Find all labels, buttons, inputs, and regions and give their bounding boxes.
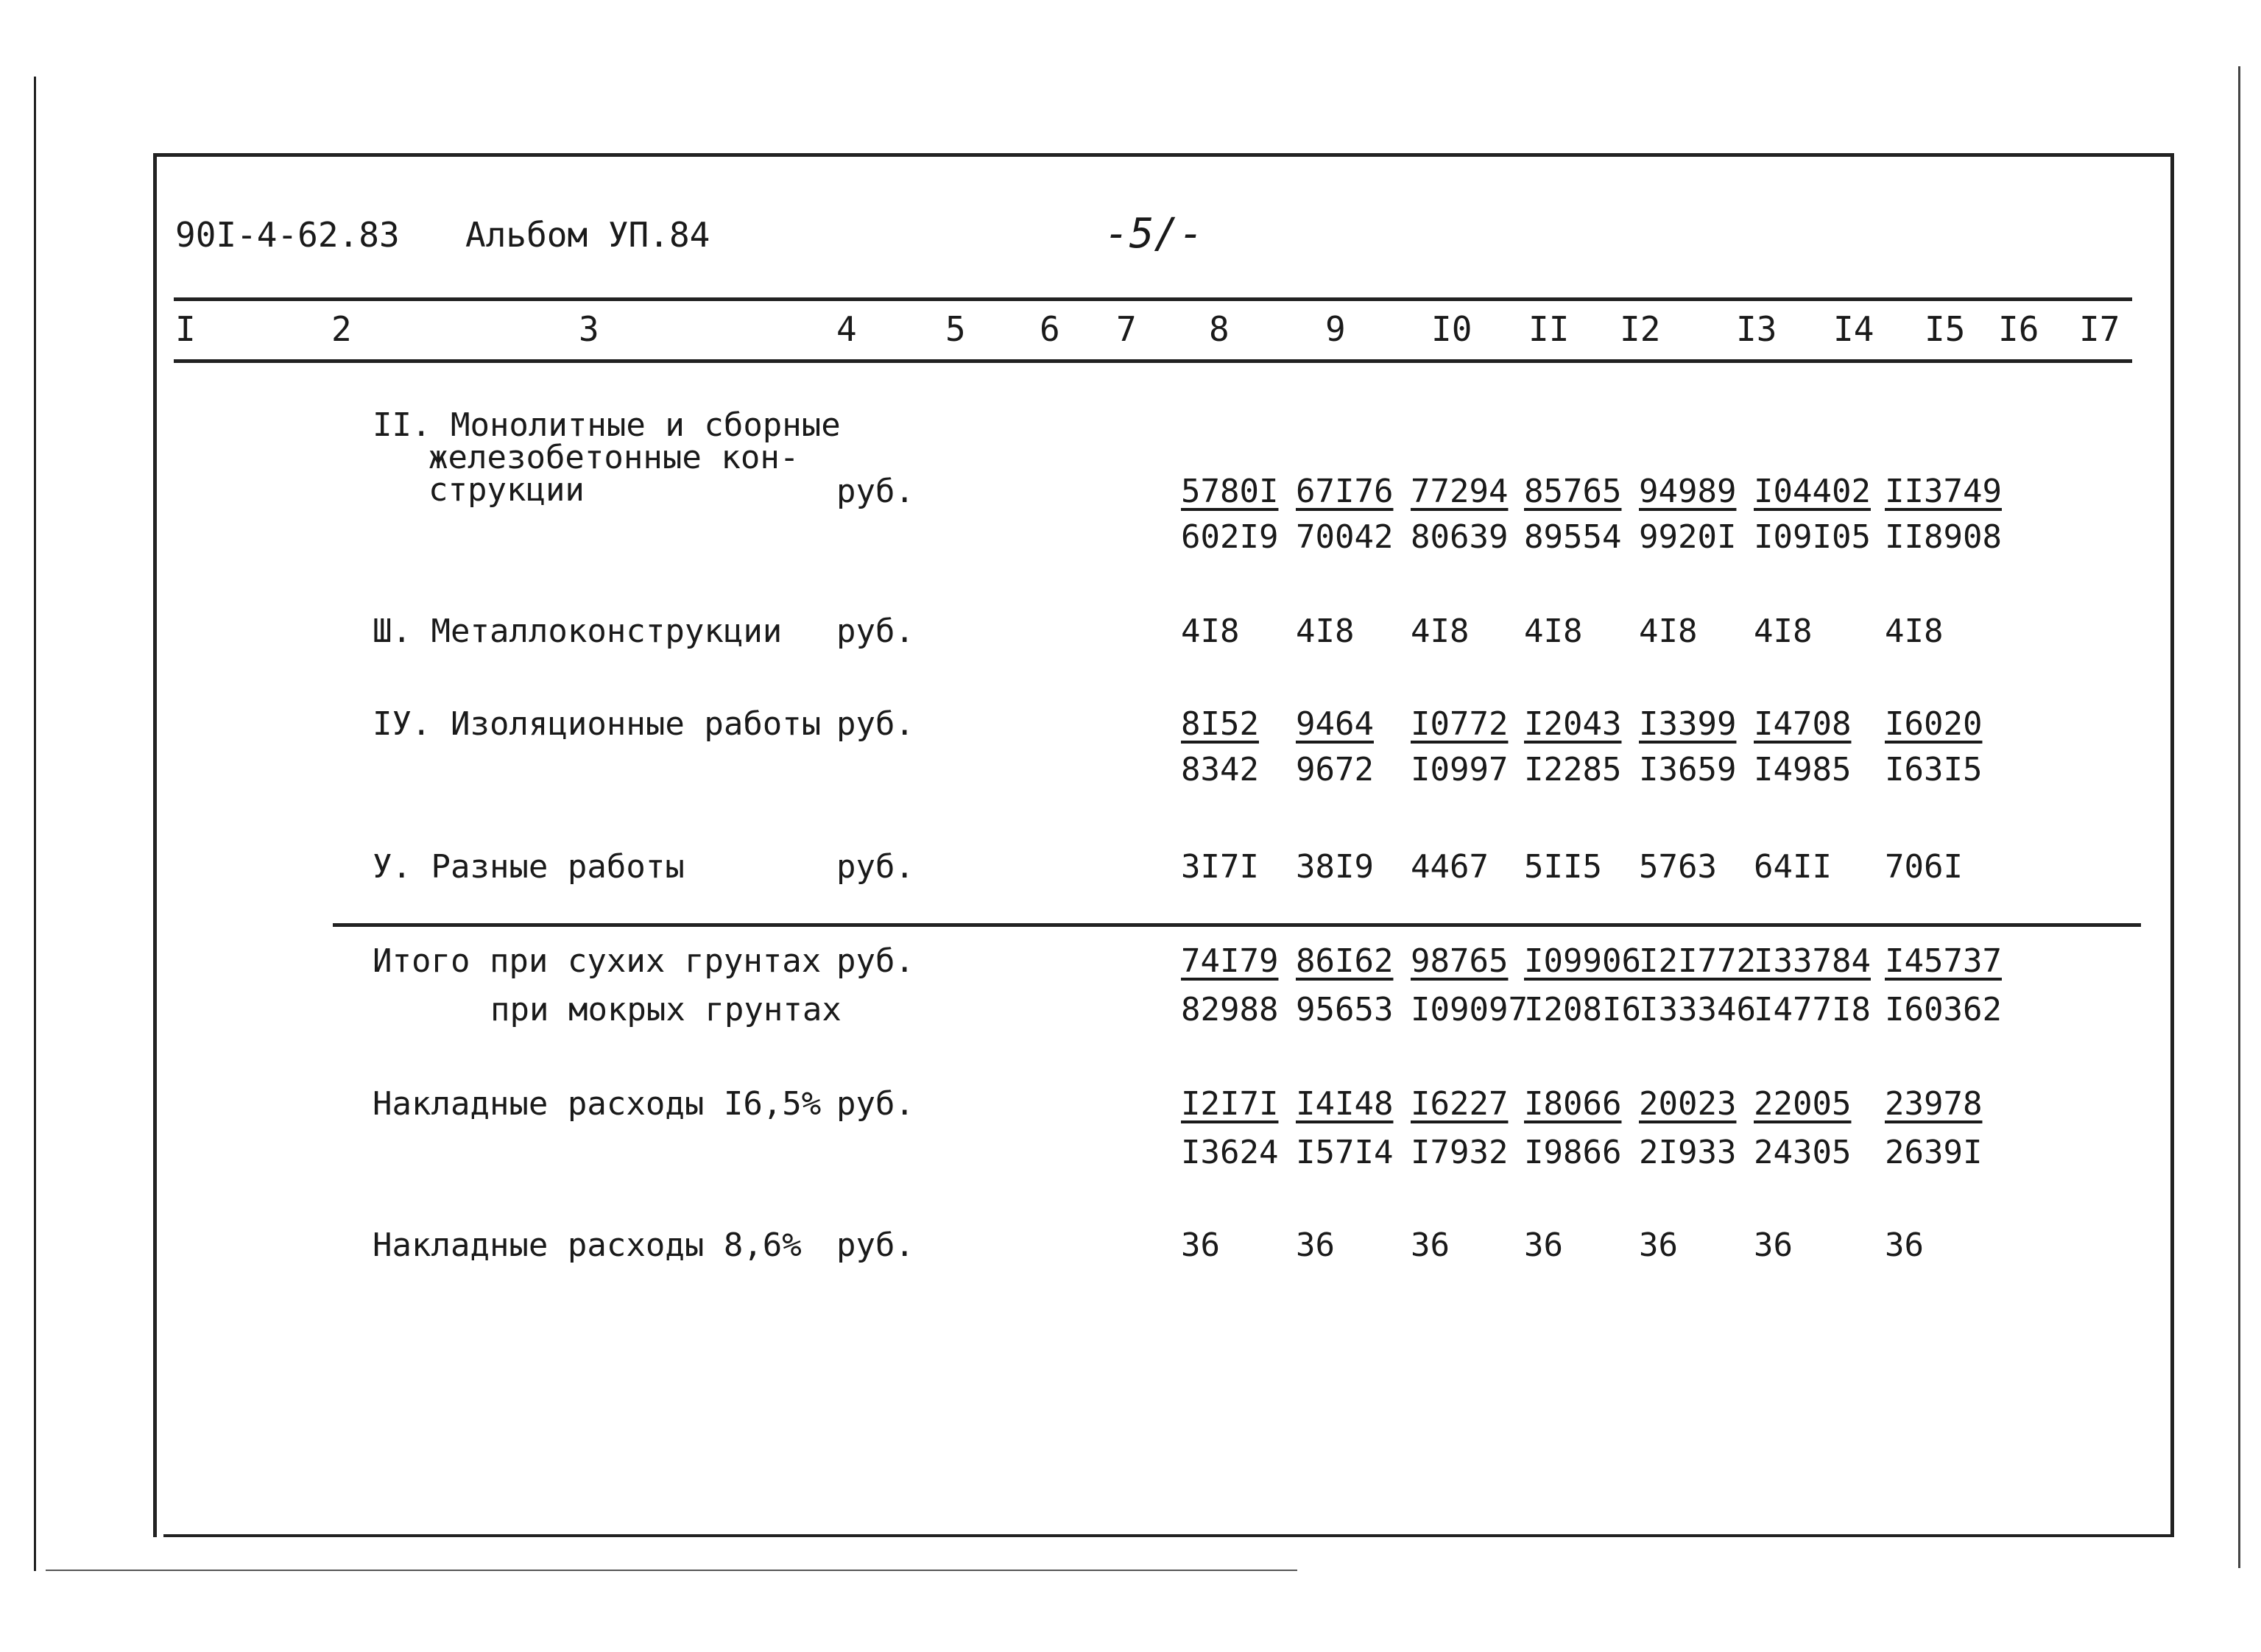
unit-label: руб. <box>836 473 914 510</box>
value-cell: I2I772 <box>1639 942 1756 980</box>
value-cell: I2043 <box>1524 705 1622 743</box>
frame-top <box>153 153 2173 157</box>
value-cell: 9464 <box>1296 705 1374 743</box>
row-label: струкции <box>428 471 585 509</box>
value-cell: 4I8 <box>1411 613 1470 650</box>
value-cell: 8342 <box>1181 751 1259 788</box>
doc-code: 90I-4-62.83 <box>175 215 400 255</box>
colnum-top-rule <box>174 297 2132 301</box>
column-number: 9 <box>1325 309 1346 349</box>
row-label: Накладные расходы 8,6% <box>373 1226 802 1264</box>
value-cell: 706I <box>1885 848 1963 886</box>
value-cell: 4I8 <box>1296 613 1355 650</box>
value-cell: 36 <box>1411 1226 1450 1264</box>
column-number: 7 <box>1116 309 1137 349</box>
value-cell: 8I52 <box>1181 705 1259 743</box>
column-number: 8 <box>1209 309 1230 349</box>
value-cell: I09I05 <box>1754 518 1871 556</box>
value-cell: I2I7I <box>1181 1085 1279 1123</box>
unit-label: руб. <box>836 613 914 650</box>
value-cell: 2639I <box>1885 1134 1983 1171</box>
value-cell: 602I9 <box>1181 518 1279 556</box>
value-cell: 77294 <box>1411 473 1509 510</box>
value-cell: 36 <box>1639 1226 1678 1264</box>
value-cell: 20023 <box>1639 1085 1737 1123</box>
column-number: I <box>175 309 196 349</box>
outer-right-line <box>2238 66 2240 1568</box>
value-cell: I6020 <box>1885 705 1983 743</box>
value-cell: I4I48 <box>1296 1085 1394 1123</box>
value-cell: 89554 <box>1524 518 1622 556</box>
value-cell: 64II <box>1754 848 1832 886</box>
unit-label: руб. <box>836 1085 914 1123</box>
value-cell: I7932 <box>1411 1134 1509 1171</box>
unit-label: руб. <box>836 1226 914 1264</box>
totals-separator <box>333 923 2141 927</box>
value-cell: 3I7I <box>1181 848 1259 886</box>
unit-label: руб. <box>836 705 914 743</box>
value-cell: 5II5 <box>1524 848 1602 886</box>
row-label: II. Монолитные и сборные <box>373 406 841 444</box>
value-cell: I208I6 <box>1524 991 1641 1028</box>
unit-label: руб. <box>836 848 914 886</box>
column-number: 2 <box>331 309 352 349</box>
value-cell: 4I8 <box>1524 613 1583 650</box>
value-cell: 70042 <box>1296 518 1394 556</box>
value-cell: I04402 <box>1754 473 1871 510</box>
value-cell: 74I79 <box>1181 942 1279 980</box>
value-cell: 85765 <box>1524 473 1622 510</box>
value-cell: I33784 <box>1754 942 1871 980</box>
outer-bottom-line <box>46 1570 1297 1571</box>
value-cell: I09097 <box>1411 991 1528 1028</box>
value-cell: I60362 <box>1885 991 2002 1028</box>
page-number: -5/- <box>1104 210 1204 258</box>
colnum-bottom-rule <box>174 359 2132 363</box>
row-label: железобетонные кон- <box>428 439 800 476</box>
value-cell: 22005 <box>1754 1085 1852 1123</box>
value-cell: I477I8 <box>1754 991 1871 1028</box>
value-cell: I3624 <box>1181 1134 1279 1171</box>
column-number: 4 <box>836 309 857 349</box>
value-cell: 24305 <box>1754 1134 1852 1171</box>
album-label: Альбом УП.84 <box>465 215 710 255</box>
row-label: при мокрых грунтах <box>490 991 842 1028</box>
column-number: I3 <box>1736 309 1777 349</box>
column-number: I2 <box>1620 309 1661 349</box>
row-label: IУ. Изоляционные работы <box>373 705 822 743</box>
value-cell: 36 <box>1181 1226 1220 1264</box>
value-cell: 4I8 <box>1639 613 1698 650</box>
value-cell: 4I8 <box>1885 613 1944 650</box>
value-cell: 80639 <box>1411 518 1509 556</box>
value-cell: I3399 <box>1639 705 1737 743</box>
outer-left-line <box>34 77 36 1571</box>
row-label: Накладные расходы I6,5% <box>373 1085 822 1123</box>
value-cell: 67I76 <box>1296 473 1394 510</box>
value-cell: 98765 <box>1411 942 1509 980</box>
column-number: I7 <box>2079 309 2120 349</box>
frame-bottom <box>163 1534 2173 1537</box>
column-number: I5 <box>1925 309 1966 349</box>
column-number: 6 <box>1040 309 1060 349</box>
value-cell: I45737 <box>1885 942 2002 980</box>
value-cell: 36 <box>1524 1226 1563 1264</box>
value-cell: I2285 <box>1524 751 1622 788</box>
column-number: II <box>1528 309 1570 349</box>
column-number: I0 <box>1431 309 1472 349</box>
value-cell: II3749 <box>1885 473 2002 510</box>
value-cell: 36 <box>1885 1226 1924 1264</box>
value-cell: 4I8 <box>1181 613 1240 650</box>
row-label: Итого при сухих грунтах <box>373 942 822 980</box>
frame-right <box>2170 153 2174 1537</box>
value-cell: 5763 <box>1639 848 1717 886</box>
value-cell: 36 <box>1296 1226 1335 1264</box>
value-cell: 2I933 <box>1639 1134 1737 1171</box>
value-cell: 86I62 <box>1296 942 1394 980</box>
value-cell: I8066 <box>1524 1085 1622 1123</box>
column-number: I4 <box>1833 309 1874 349</box>
value-cell: I33346 <box>1639 991 1756 1028</box>
row-label: У. Разные работы <box>373 848 685 886</box>
value-cell: I09906 <box>1524 942 1641 980</box>
value-cell: II8908 <box>1885 518 2002 556</box>
value-cell: I4985 <box>1754 751 1852 788</box>
value-cell: 23978 <box>1885 1085 1983 1123</box>
value-cell: 4I8 <box>1754 613 1813 650</box>
column-number: 5 <box>945 309 966 349</box>
value-cell: I3659 <box>1639 751 1737 788</box>
column-number: I6 <box>1998 309 2039 349</box>
value-cell: I0772 <box>1411 705 1509 743</box>
column-number: 3 <box>579 309 599 349</box>
value-cell: 82988 <box>1181 991 1279 1028</box>
frame-left <box>153 153 157 1537</box>
value-cell: I6227 <box>1411 1085 1509 1123</box>
value-cell: 36 <box>1754 1226 1793 1264</box>
value-cell: 94989 <box>1639 473 1737 510</box>
value-cell: I63I5 <box>1885 751 1983 788</box>
value-cell: I4708 <box>1754 705 1852 743</box>
row-label: Ш. Металлоконструкции <box>373 613 783 650</box>
unit-label: руб. <box>836 942 914 980</box>
value-cell: I9866 <box>1524 1134 1622 1171</box>
value-cell: 38I9 <box>1296 848 1374 886</box>
value-cell: 9920I <box>1639 518 1737 556</box>
value-cell: I0997 <box>1411 751 1509 788</box>
value-cell: 4467 <box>1411 848 1489 886</box>
value-cell: 9672 <box>1296 751 1374 788</box>
value-cell: 95653 <box>1296 991 1394 1028</box>
value-cell: I57I4 <box>1296 1134 1394 1171</box>
value-cell: 5780I <box>1181 473 1279 510</box>
